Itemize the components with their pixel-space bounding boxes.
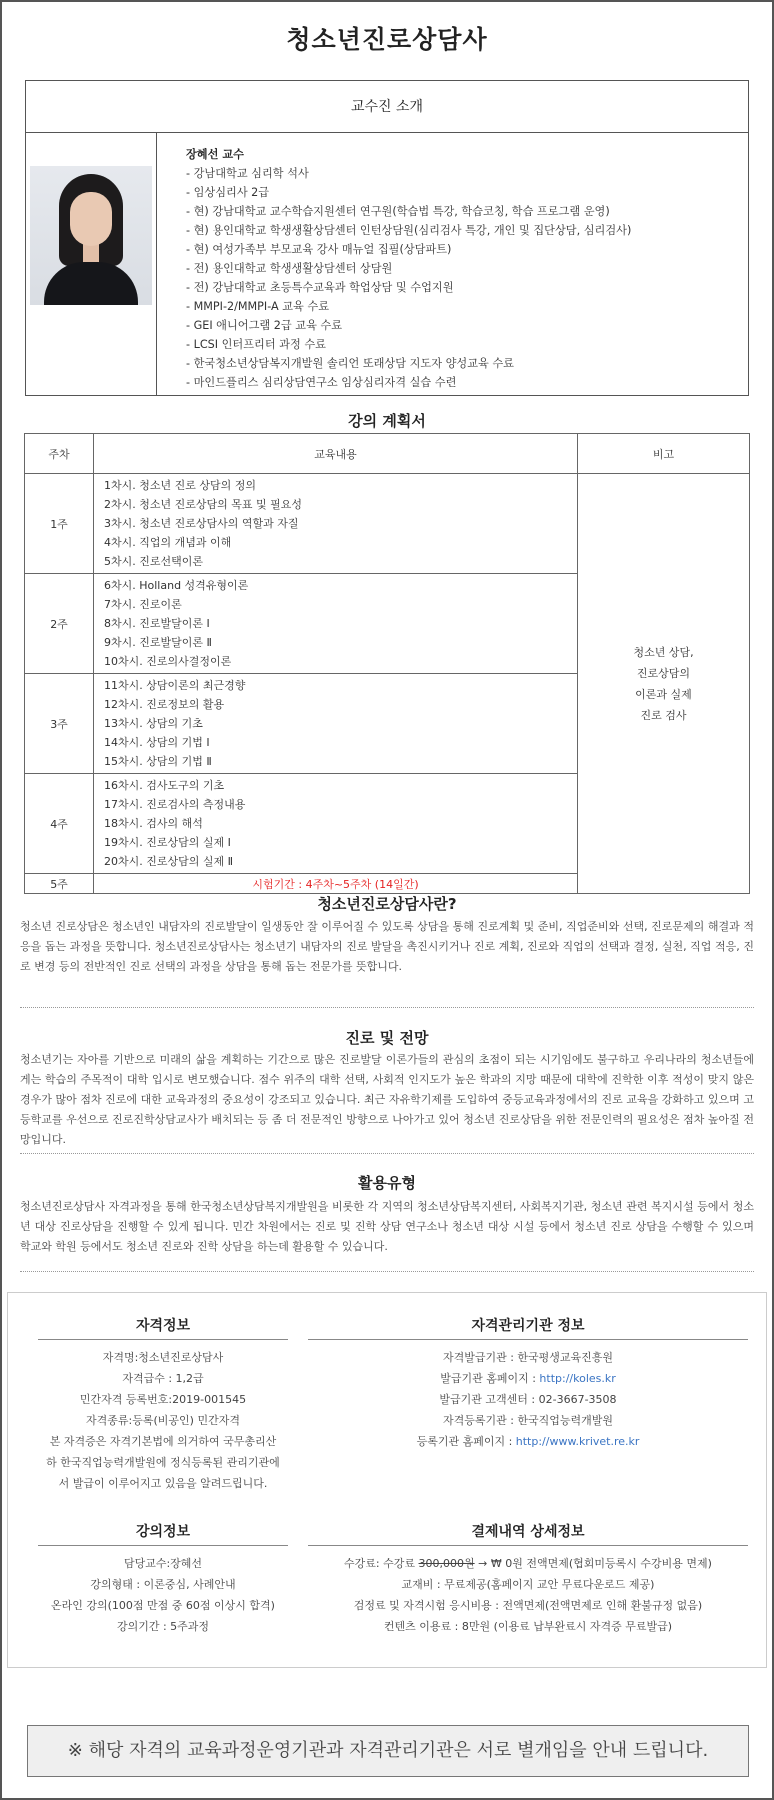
- cert-info-line: 자격종류:등록(비공인) 민간자격: [86, 1414, 240, 1427]
- payment-title: 결제내역 상세정보: [471, 1524, 585, 1540]
- remark-line: 진로 검사: [640, 708, 687, 722]
- plan-week: 1주: [25, 474, 94, 574]
- cert-org-list: [308, 1347, 748, 1452]
- plan-item: 14차시. 상담의 기법 Ⅰ: [104, 736, 210, 749]
- issuer-phone: 발급기관 고객센터 : 02-3667-3508: [439, 1393, 617, 1406]
- plan-week: 5주: [25, 874, 94, 894]
- cert-info-list: [18, 1347, 308, 1494]
- plan-item: 1차시. 청소년 진로 상담의 정의: [104, 479, 256, 492]
- plan-item: 16차시. 검사도구의 기초: [104, 779, 225, 792]
- rule: [38, 1545, 288, 1546]
- faculty-line: - 임상심리사 2급: [186, 186, 270, 199]
- plan-title: 강의 계획서: [348, 412, 426, 430]
- plan-item: 15차시. 상담의 기법 Ⅱ: [104, 755, 212, 768]
- cert-info-line: 서 발급이 이루어지고 있음을 알려드립니다.: [58, 1477, 268, 1490]
- fee-prefix: 수강료: 수강료: [344, 1557, 419, 1570]
- divider: [20, 1271, 754, 1272]
- faculty-info: [186, 145, 738, 392]
- usage-text: 청소년진로상담사 자격과정을 통해 한국청소년상담복지개발원을 비롯한 각 지역의 청소년상담복지센터, 사회복지기관, 청소년 관련 복지시설 등에서 청소년 대상 진로상담을 진행할 수 있게 됩니다. 민간 차원에서는 진로 및 진학 상담 연구소나 청소년 대상 시설 등에서 청소년 진로 상담을 수행할 수 있으며 학교와 학원 등에서도 청소년 진로와 진학 상담을 하는데 활용할 수 있습니다.: [20, 1200, 754, 1253]
- professor-photo: [30, 166, 152, 305]
- plan-item: 13차시. 상담의 기초: [104, 717, 203, 730]
- plan-item: 17차시. 진로검사의 측정내용: [104, 798, 246, 811]
- plan-remark: [578, 474, 750, 894]
- faculty-line: - MMPI-2/MMPI-A 교육 수료: [186, 300, 330, 313]
- plan-item: 6차시. Holland 성격유형이론: [104, 579, 249, 592]
- plan-item: 11차시. 상담이론의 최근경향: [104, 679, 246, 692]
- issuer: 자격발급기관 : 한국평생교육진흥원: [442, 1351, 614, 1364]
- plan-item: 9차시. 진로발달이론 Ⅱ: [104, 636, 212, 649]
- plan-item: 20차시. 진로상담의 실제 Ⅱ: [104, 855, 234, 868]
- fee-suffix: → ₩ 0원 전액면제(협회미등록시 수강비용 면제): [474, 1557, 712, 1570]
- rule: [308, 1339, 748, 1340]
- faculty-line: - LCSI 인터프리터 과정 수료: [186, 338, 326, 351]
- plan-week: 2주: [25, 574, 94, 674]
- plan-item: 19차시. 진로상담의 실제 Ⅰ: [104, 836, 231, 849]
- faculty-line: - 현) 강남대학교 교수학습지원센터 연구원(학습법 특강, 학습코칭, 학습 프로그램 운영): [186, 205, 610, 218]
- faculty-line: - GEI 애니어그램 2급 교육 수료: [186, 319, 343, 332]
- issuer-site-link[interactable]: http://koles.kr: [539, 1372, 616, 1385]
- divider: [20, 1153, 754, 1154]
- exam-period: 시험기간 : 4주차~5주차 (14일간): [94, 874, 578, 894]
- payment-line: 교재비 : 무료제공(홈페이지 교안 무료다운로드 제공): [401, 1578, 655, 1591]
- plan-week: 3주: [25, 674, 94, 774]
- plan-content: [94, 574, 578, 674]
- plan-header-week: 주차: [25, 434, 94, 474]
- registrar-site-label: 등록기관 홈페이지 :: [416, 1435, 516, 1448]
- plan-header-remark: 비고: [578, 434, 750, 474]
- page-title: 청소년진로상담사: [286, 25, 488, 54]
- about-title: 청소년진로상담사란?: [317, 895, 457, 913]
- faculty-line: - 전) 용인대학교 학생생활상담센터 상담원: [186, 262, 393, 275]
- professor-name: 장혜선 교수: [186, 148, 244, 161]
- plan-item: 3차시. 청소년 진로상담사의 역할과 자질: [104, 517, 299, 530]
- lecture-info-line: 온라인 강의(100점 만점 중 60점 이상시 합격): [51, 1599, 275, 1612]
- plan-week: 4주: [25, 774, 94, 874]
- cert-org-title: 자격관리기관 정보: [471, 1318, 585, 1334]
- cert-info-title: 자격정보: [135, 1318, 191, 1334]
- lecture-info-line: 강의기간 : 5주과정: [116, 1620, 210, 1633]
- plan-item: 12차시. 진로정보의 활용: [104, 698, 225, 711]
- registrar-site: [308, 1431, 748, 1452]
- faculty-line: - 현) 여성가족부 부모교육 강사 매뉴얼 집필(상담파트): [186, 243, 452, 256]
- plan-item: 2차시. 청소년 진로상담의 목표 및 필요성: [104, 498, 302, 511]
- faculty-line: - 현) 용인대학교 학생생활상담센터 인턴상담원(심리검사 특강, 개인 및 집단상담, 심리검사): [186, 224, 632, 237]
- cert-info-line: 본 자격증은 자격기본법에 의거하여 국무총리산: [49, 1435, 277, 1448]
- plan-row: [25, 474, 750, 574]
- faculty-box: [25, 80, 749, 396]
- remark-line: 진로상담의: [636, 666, 691, 680]
- info-box: [7, 1292, 767, 1668]
- rule: [308, 1545, 748, 1546]
- about-text: 청소년 진로상담은 청소년인 내담자의 진로발달이 일생동안 잘 이루어질 수 있도록 상담을 통해 진로계획 및 준비, 직업준비와 선택, 진로문제의 해결과 적응을 돕는 과정을 뜻합니다. 청소년진로상담사는 청소년기 내담자의 진로 발달을 촉진시키거나 진로 계획, 진로와 직업의 선택과 결정, 실천, 직업 적응, 진로 변경 등의 전반적인 진로 선택의 과정을 상담을 통해 돕는 전문가를 뜻합니다.: [20, 920, 754, 973]
- rule: [38, 1339, 288, 1340]
- plan-item: 8차시. 진로발달이론 Ⅰ: [104, 617, 210, 630]
- registrar-site-link[interactable]: http://www.krivet.re.kr: [515, 1435, 640, 1448]
- faculty-photo-cell: [26, 133, 157, 395]
- plan-table: [24, 433, 750, 894]
- payment-fee: [298, 1553, 758, 1574]
- usage-title: 활용유형: [358, 1174, 416, 1192]
- plan-content: [94, 674, 578, 774]
- notice-box: ※ 해당 자격의 교육과정운영기관과 자격관리기관은 서로 별개임을 안내 드립니다.: [27, 1725, 749, 1777]
- lecture-info-title: 강의정보: [135, 1524, 191, 1540]
- registrar: 자격등록기관 : 한국직업능력개발원: [442, 1414, 614, 1427]
- cert-info-line: 민간자격 등록번호:2019-001545: [79, 1393, 247, 1406]
- lecture-info-list: [18, 1553, 308, 1637]
- issuer-site-label: 발급기관 홈페이지 :: [440, 1372, 540, 1385]
- outlook-text: 청소년기는 자아를 기반으로 미래의 삶을 계획하는 기간으로 많은 진로발달 이론가들의 관심의 초점이 되는 시기임에도 불구하고 우리나라의 청소년들에게는 학습의 주목적이 대학 입시로 변모했습니다. 점수 위주의 대학 선택, 사회적 인지도가 높은 학과의 지망 때문에 대학에 진학한 이후 적성이 맞지 않은 경우가 많아 점차 진로에 대한 교육과정의 중요성이 강조되고 있습니다. 최근 자유학기제를 도입하여 중등교육과정에서의 진로 교육을 강화하고 있으며 고등학교를 우선으로 진로진학상담교사가 배치되는 등 좀 더 전문적인 방향으로 나아가고 있어 청소년 진로상담을 위한 전문인력의 필요성은 점차 높아질 전망입니다.: [20, 1053, 754, 1146]
- plan-content: [94, 474, 578, 574]
- cert-info-line: 하 한국직업능력개발원에 정식등록된 관리기관에: [46, 1456, 280, 1469]
- plan-item: 18차시. 검사의 해석: [104, 817, 203, 830]
- plan-content: [94, 774, 578, 874]
- lecture-info-line: 강의형태 : 이론중심, 사례안내: [90, 1578, 236, 1591]
- faculty-line: - 전) 강남대학교 초등특수교육과 학업상담 및 수업지원: [186, 281, 454, 294]
- faculty-header: 교수진 소개: [26, 81, 748, 133]
- cert-info-line: 자격명:청소년진로상담사: [102, 1351, 224, 1364]
- faculty-line: - 마인드플리스 심리상담연구소 임상심리자격 실습 수련: [186, 376, 457, 389]
- plan-item: 5차시. 진로선택이론: [104, 555, 203, 568]
- remark-line: 청소년 상담,: [633, 645, 694, 659]
- payment-list: [298, 1553, 758, 1637]
- plan-item: 7차시. 진로이론: [104, 598, 182, 611]
- lecture-info-line: 담당교수:장혜선: [123, 1557, 203, 1570]
- cert-info-line: 자격급수 : 1,2급: [122, 1372, 204, 1385]
- plan-item: 4차시. 직업의 개념과 이해: [104, 536, 232, 549]
- issuer-site: [308, 1368, 748, 1389]
- plan-header-row: [25, 434, 750, 474]
- plan-header-content: 교육내용: [94, 434, 578, 474]
- faculty-line: - 강남대학교 심리학 석사: [186, 167, 309, 180]
- plan-item: 10차시. 진로의사결정이론: [104, 655, 232, 668]
- outlook-title: 진로 및 전망: [345, 1029, 429, 1047]
- faculty-line: - 한국청소년상담복지개발원 솔리언 또래상담 지도자 양성교육 수료: [186, 357, 514, 370]
- payment-line: 검정료 및 자격시험 응시비용 : 전액면제(전액면제로 인해 환불규정 없음): [353, 1599, 703, 1612]
- divider: [20, 1007, 754, 1008]
- remark-line: 이론과 실제: [635, 687, 692, 701]
- payment-line: 컨텐츠 이용료 : 8만원 (이용료 납부완료시 자격증 무료발급): [383, 1620, 673, 1633]
- fee-original: 300,000원: [418, 1557, 475, 1570]
